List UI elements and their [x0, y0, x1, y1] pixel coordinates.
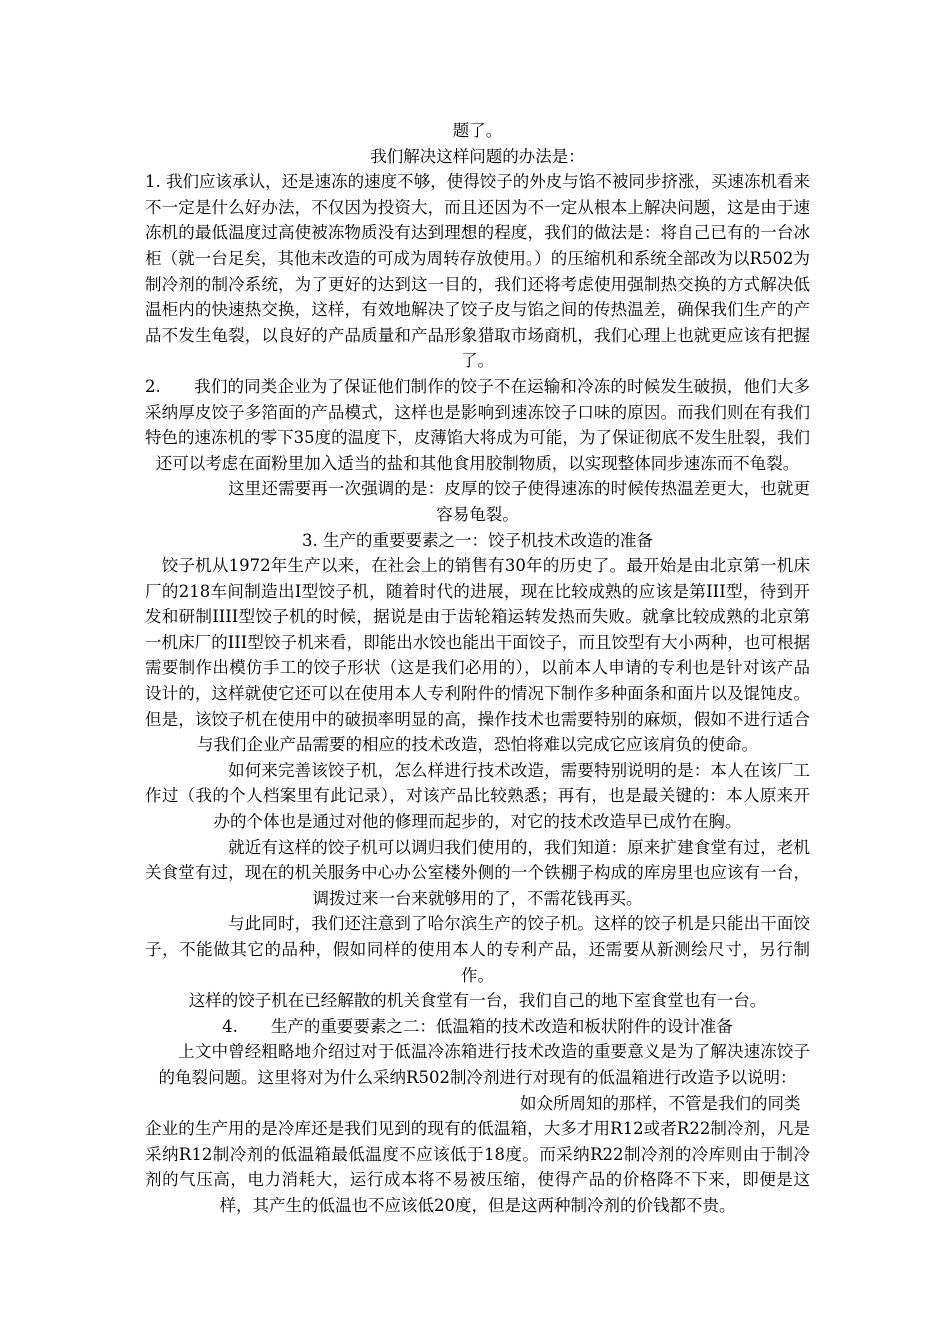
section-heading-4: 4. 生产的重要要素之二：低温箱的技术改造和板状附件的设计准备 — [222, 1016, 733, 1036]
paragraph-item-2: 2. 我们的同类企业为了保证他们制作的饺子不在运输和冷冻的时候发生破损，他们大多采纳厚皮饺子多箔面的产品模式，这样也是影响到速冻饺子口味的原因。而我们则在有我们特色的速冻机的零下35度的温度下，皮薄馅大将成为可能，为了保证彻底不发生肚裂，我们还可以考虑在面粉里加入适当的盐和其他食用胶制物质，以实现整体同步速冻而不龟裂。 — [145, 376, 810, 473]
section-heading-3: 3. 生产的重要要素之一：饺子机技术改造的准备 — [302, 530, 653, 550]
paragraph-refrigerant-lead: 如众所周知的那样，不管是我们的同类 — [520, 1093, 801, 1113]
paragraph-emphasis: 这里还需要再一次强调的是：皮厚的饺子使得速冻的时候传热温差更大，也就更容易龟裂。 — [145, 479, 810, 524]
paragraph-r502-intro: 上文中曾经粗略地介绍过对于低温冷冻箱进行技术改造的重要意义是为了解决速冻饺子的龟裂问题。这里将对为什么采纳R502制冷剂进行对现有的低温箱进行改造予以说明： — [145, 1042, 810, 1087]
paragraph-technical-improvement: 如何来完善该饺子机，怎么样进行技术改造，需要特别说明的是：本人在该厂工作过（我的个人档案里有此记录），对该产品比较熟悉；再有，也是最关键的：本人原来开办的个体也是通过对他的修理而起步的，对它的技术改造早已成竹在胸。 — [145, 760, 810, 832]
paragraph-dumpling-machine-history: 饺子机从1972年生产以来，在社会上的销售有30年的历史了。最开始是由北京第一机床厂的218车间制造出I型饺子机，随着时代的进展，现在比较成熟的应该是第III型，待到开发和研制IIII型饺子机的时候，据说是由于齿轮箱运转发热而失败。就拿比较成熟的北京第一机床厂的III型饺子机来看，即能出水饺也能出干面饺子，而且饺型有大小两种，也可根据需要制作出模仿手工的饺子形状（这是我们必用的），以前本人申请的专利也是针对该产品设计的，这样就使它还可以在使用本人专利附件的情况下制作多种面条和面片以及馄饨皮。但是，该饺子机在使用中的破损率明显的高，操作技术也需要特别的麻烦，假如不进行适合与我们企业产品需要的相应的技术改造，恐怕将难以完成它应该肩负的使命。 — [145, 556, 810, 755]
paragraph-item-1: 1. 我们应该承认，还是速冻的速度不够，使得饺子的外皮与馅不被同步挤涨，买速冻机看来不一定是什么好办法，不仅因为投资大，而且还因为不一定从根本上解决问题，这是由于速冻机的最低温度过高使被冻物质没有达到理想的程度，我们的做法是：将自己已有的一台冰柜（就一台足矣，其他未改造的可成为周转存放使用。）的压缩机和系统全部改为以R502为制冷剂的制冷系统，为了更好的达到这一目的，我们还将考虑使用强制热交换的方式解决低温柜内的快速热交换，这样，有效地解决了饺子皮与馅之间的传热温差，确保我们生产的产品不发生龟裂，以良好的产品质量和产品形象猎取市场商机，我们心理上也就更应该有把握了。 — [145, 172, 810, 371]
paragraph-solution-heading: 我们解决这样问题的办法是： — [370, 146, 585, 166]
paragraph-refrigerant-comparison: 企业的生产用的是冷库还是我们见到的现有的低温箱，大多才用R12或者R22制冷剂，凡是采纳R12制冷剂的低温箱最低温度不应该低于18度。而采纳R22制冷剂的冷库则由于制冷剂的气压高，电力消耗大，运行成本将不易被压缩，使得产品的价格降不下来，即便是这样，其产生的低温也不应该低20度，但是这两种制冷剂的价钱都不贵。 — [145, 1119, 810, 1215]
paragraph-available-machines: 就近有这样的饺子机可以调归我们使用的，我们知道：原来扩建食堂有过，老机关食堂有过，现在的机关服务中心办公室楼外侧的一个铁棚子构成的库房里也应该有一台，调拨过来一台来就够用的了，不需花钱再买。 — [145, 837, 810, 908]
document-body — [145, 118, 810, 1219]
paragraph-continuation: 题了。 — [452, 121, 503, 140]
paragraph-machine-locations: 这样的饺子机在已经解散的机关食堂有一台，我们自己的地下室食堂也有一台。 — [188, 991, 767, 1011]
paragraph-harbin-machine: 与此同时，我们还注意到了哈尔滨生产的饺子机。这样的饺子机是只能出干面饺子，不能做其它的品种，假如同样的使用本人的专利产品，还需要从新测绘尺寸，另行制作。 — [145, 914, 810, 985]
